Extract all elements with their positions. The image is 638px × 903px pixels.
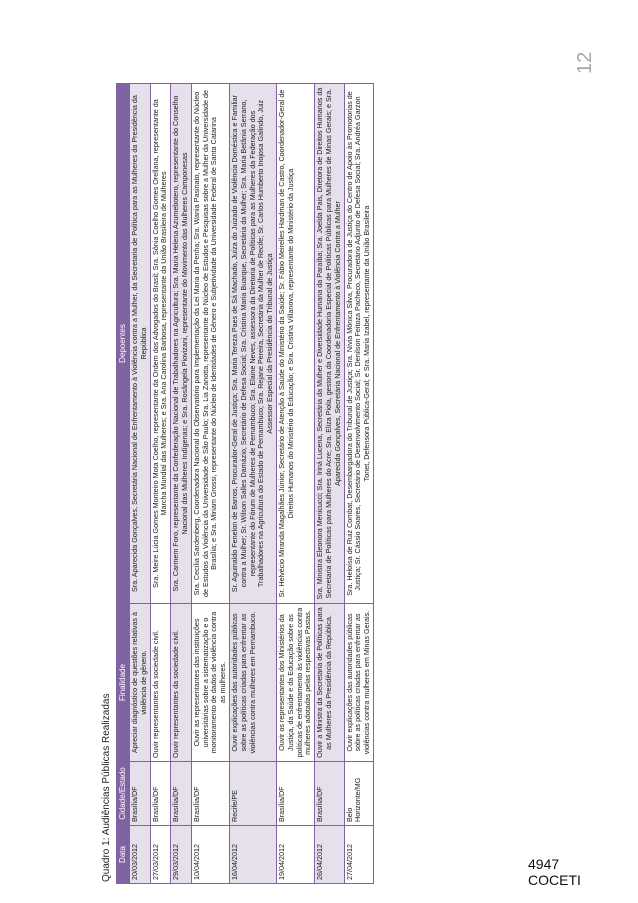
table-caption: Quadro 1: Audiências Públicas Realizadas xyxy=(101,693,112,882)
table-row xyxy=(171,84,192,884)
table-row xyxy=(150,84,171,884)
cell-deponents: Sr. Helvécio Miranda Magalhães Júnior, Secretário de Atenção à Saúde do Ministério da Saúde; Sr. Fábio Meirelles Hardman de Castro, Coordenador-Geral de Direitos Humanos do Ministério da Educação; e Sra. Cristina Villanova, representante do Ministério da Justiça xyxy=(276,84,314,604)
cell-deponents: Sra. Heloísa de Ruiz Combat, Desembargadora do Tribunal de Justiça; Sra. Nívia Mônica Silva, Procuradora de Justiça do Centro de Apoio às Promotorias de Justiça; Sr. Cássio Soares, Secretário de Desenvolvimento Social; Sr. Denilson Feitoza Pacheco, Secretário Adjunto de Defesa Social; Sra. Andréa Garzon Tonet, Defensora Pública-Geral; e Sra. Maria Izabel, representante da União Brasileira xyxy=(344,84,373,604)
cell-date: 26/04/2012 xyxy=(315,826,344,884)
cell-purpose: Ouvir as representantes das instituições universitárias sobre a sistematização e o monitoramento de dados de violência contra as mulheres. xyxy=(191,604,229,762)
cell-date: 19/04/2012 xyxy=(276,826,314,884)
public-hearings-table xyxy=(116,83,374,884)
cell-deponents: Sr. Aguinaldo Fenelon de Barros, Procurador-Geral de Justiça; Sra. Maria Tereza Paes de Sá Machado, Juíza do Juizado de Violência Doméstica e Familiar contra a Mulher; Sr. Wilson Salles Damázio, Secretário de Defesa Social; Sra. Cristina Maria Buarque, Secretária da Mulher; Sra. Maria Betânia Serrano, representante do Fórum de Mulheres de Pernambuco; Sra. Elaine Neves, assessora da Diretoria de Políticas para as Mulheres da Federação dos Trabalhadores na Agricultura do Estado de Pernambuco; Sra. Rejane Pereira, Secretária da Mulher de Recife; Sr. Carlos Humberto Inojosa Galindo, Juiz Assessor Especial da Presidência do Tribunal de Justiça xyxy=(229,84,276,604)
cell-deponents: Sra. Aparecida Gonçalves, Secretária Nacional de Enfrentamento à Violência contra a Mulher, da Secretaria de Política para as Mulheres da Presidência da República xyxy=(130,84,151,604)
cell-date: 20/03/2012 xyxy=(130,826,151,884)
cell-purpose: Ouvir representantes da sociedade civil. xyxy=(171,604,192,762)
table-row xyxy=(344,84,373,884)
table-row xyxy=(276,84,314,884)
table-row xyxy=(130,84,151,884)
header-city: Cidade/Estado xyxy=(117,762,130,826)
cell-city: Belo Horizonte/MG xyxy=(344,762,373,826)
stamp-code: COCETI xyxy=(528,872,581,888)
cell-deponents: Sra. Ministra Eleonora Menicucci; Sra. Iriná Lucena, Secretária da Mulher e Diversidade Humana da Paraíba; Sra. Joelda Pais, Diretora de Direitos Humanos da Secretaria de Políticas para Mulheres do Acre; Sra. Eliza Piola, gestora da Coordenadoria Especial de Políticas Públicas para Mulheres de Minas Gerais; e Sra. Aparecida Gonçalves, Secretária Nacional de Enfrentamento à Violência Contra a Mulher xyxy=(315,84,344,604)
page-number: 12 xyxy=(574,51,596,74)
header-purpose: Finalidade xyxy=(117,604,130,762)
document-stamp xyxy=(528,856,581,888)
cell-purpose: Ouvir representantes da sociedade civil. xyxy=(150,604,171,762)
cell-purpose: Apreciar diagnóstico de questões relativas à violência de gênero. xyxy=(130,604,151,762)
stamp-number: 4947 xyxy=(528,856,560,872)
table-row xyxy=(315,84,344,884)
cell-city: Brasília/DF xyxy=(191,762,229,826)
cell-date: 10/04/2012 xyxy=(191,826,229,884)
cell-date: 27/03/2012 xyxy=(150,826,171,884)
cell-purpose: Ouvir explicações das autoridades públicas sobre as políticas criadas para enfrentar as violências contra mulheres em Pernambuco. xyxy=(229,604,276,762)
cell-purpose: Ouvir os representantes dos Ministérios da Justiça, da Saúde e da Educação sobre as políticas de enfrentamento às violências contra mulheres adotadas pelas respectivas Pastas. xyxy=(276,604,314,762)
rotated-table-container xyxy=(98,84,546,884)
cell-deponents: Sra. Cecília Sardenberg, Coordenadora Nacional do Observatório para Implementação da Lei Maria da Penha; Sra. Wania Pasinato, representante do Núcleo de Estudos da Violência da Universidade de São Paulo; Sra. Lia Zanotta, representante do Núcleo de Estudos e Pesquisas sobre a Mulher da Universidade de Brasília; e Sra. Miriam Grossi, representante do Núcleo de Identidades de Gênero e Subjetividade da Universidade Federal de Santa Catarina xyxy=(191,84,229,604)
cell-purpose: Ouvir a Ministra da Secretaria de Políticas para as Mulheres da Presidência da República. xyxy=(315,604,344,762)
header-deponents: Depoentes xyxy=(117,84,130,604)
cell-city: Recife/PE xyxy=(229,762,276,826)
cell-city: Brasília/DF xyxy=(315,762,344,826)
table-row xyxy=(229,84,276,884)
cell-purpose: Ouvir explicações das autoridades públicas sobre as políticas criadas para enfrentar as violências contra mulheres em Minas Gerais. xyxy=(344,604,373,762)
cell-deponents: Sra. Carmem Foro, representante da Confederação Nacional de Trabalhadores na Agricultura; Sra. Maria Helena Azumebotero, representante do Conselho Nacional das Mulheres Indígenas; e Sra. Rosângela Piovizani, representante do Movimento das Mulheres Camponesas xyxy=(171,84,192,604)
cell-city: Brasília/DF xyxy=(171,762,192,826)
cell-date: 27/04/2012 xyxy=(344,826,373,884)
cell-city: Brasília/DF xyxy=(130,762,151,826)
table-row xyxy=(191,84,229,884)
table-header-row xyxy=(117,84,130,884)
cell-city: Brasília/DF xyxy=(150,762,171,826)
header-date: Data xyxy=(117,826,130,884)
cell-date: 16/04/2012 xyxy=(229,826,276,884)
cell-date: 29/03/2012 xyxy=(171,826,192,884)
cell-deponents: Sra. Meire Lúcia Gomes Monteiro Mota Coelho, representante da Ordem dos Advogados do Brasil; Sra. Sônia Coelho Gomes Orellana, representante da Marcha Mundial das Mulheres; e Sra. Ana Carolina Barbosa, representante da União Brasileira de Mulheres xyxy=(150,84,171,604)
cell-city: Brasília/DF xyxy=(276,762,314,826)
